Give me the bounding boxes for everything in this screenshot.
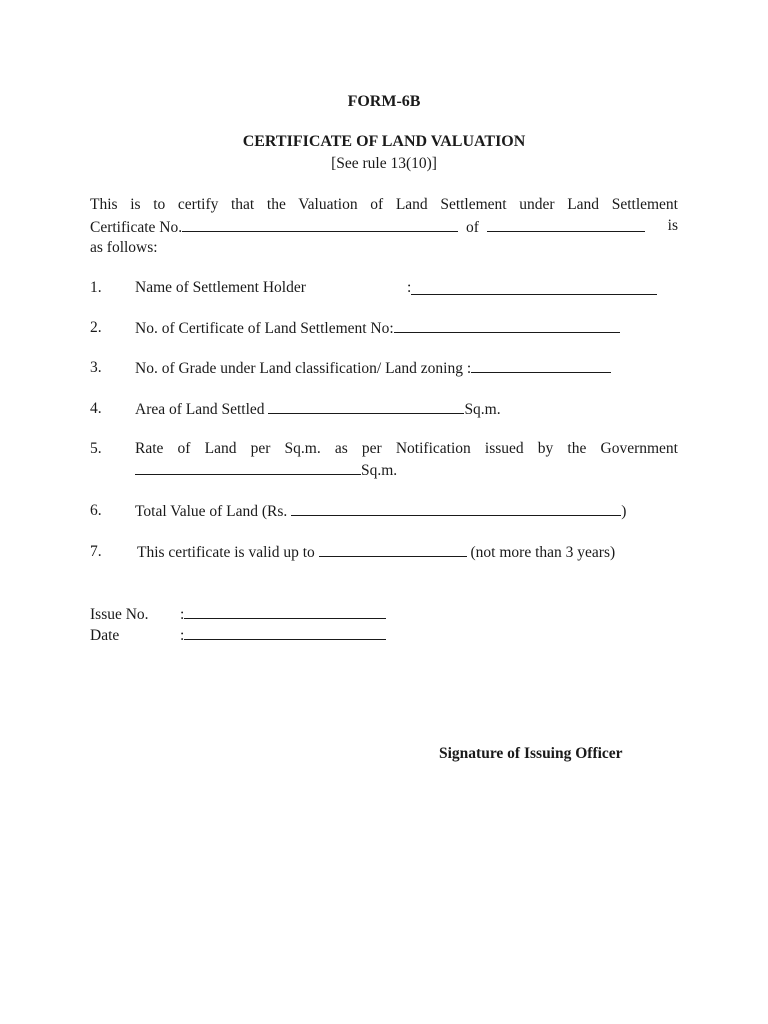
area-blank [268,398,464,414]
issue-no-row [90,603,386,625]
intro-line-3: as follows: [90,239,158,256]
issue-no-label: Issue No. [90,606,149,623]
settlement-holder-blank [411,279,657,295]
item-label: Area of Land Settled [135,401,265,418]
item-suffix: ) [621,503,627,520]
intro-paragraph [90,195,678,259]
date-separator: : [180,627,185,644]
form-number: FORM-6B [347,93,421,110]
item-label: This certificate is valid up to [137,544,315,561]
rate-blank [135,459,361,475]
item-body [135,398,678,420]
item-body [135,500,678,522]
item-label: No. of Grade under Land classification/ Land zoning : [135,360,472,377]
item-suffix: (not more than 3 years) [470,544,616,561]
rule-reference: [See rule 13(10)] [331,155,437,172]
item-body [137,541,678,563]
certificate-number-blank [394,317,620,333]
certificate-title: CERTIFICATE OF LAND VALUATION [242,133,526,150]
item-number: 3. [90,359,102,376]
item-label: Total Value of Land (Rs. [135,503,288,520]
item-body [135,438,678,459]
item-number: 4. [90,400,102,417]
item-body [135,277,678,298]
date-blank [184,624,386,640]
item-number: 6. [90,502,102,519]
item-label: Name of Settlement Holder [135,279,306,296]
issue-no-separator: : [180,606,185,623]
certificate-no-blank [182,216,458,232]
intro-line-2 [90,216,678,239]
item-body [135,317,678,339]
signature-label: Signature of Issuing Officer [439,745,623,762]
valid-up-to-blank [319,541,467,557]
date-row [90,624,386,646]
item-number: 7. [90,543,102,560]
date-label: Date [90,627,120,644]
grade-blank [471,357,611,373]
item-label: No. of Certificate of Land Settlement No: [135,320,394,337]
item-suffix: Sq.m. [464,401,501,418]
intro-line-1: This is to certify that the Valuation of Land Settlement under Land Settlement [90,196,678,213]
of-label: of [465,218,479,236]
item-body [135,357,678,379]
item-number: 2. [90,319,102,336]
certificate-no-label: Certificate No. [90,218,183,236]
item-number: 5. [90,440,102,457]
of-blank [487,216,645,232]
item-suffix: Sq.m. [361,462,398,479]
total-value-blank [291,500,621,516]
item-separator: : [407,279,412,296]
item-body-line-2 [135,459,678,481]
item-label: Rate of Land per Sq.m. as per Notification issued by the Government [135,440,678,457]
is-label: is [667,216,678,234]
item-number: 1. [90,279,102,296]
issue-no-blank [184,603,386,619]
